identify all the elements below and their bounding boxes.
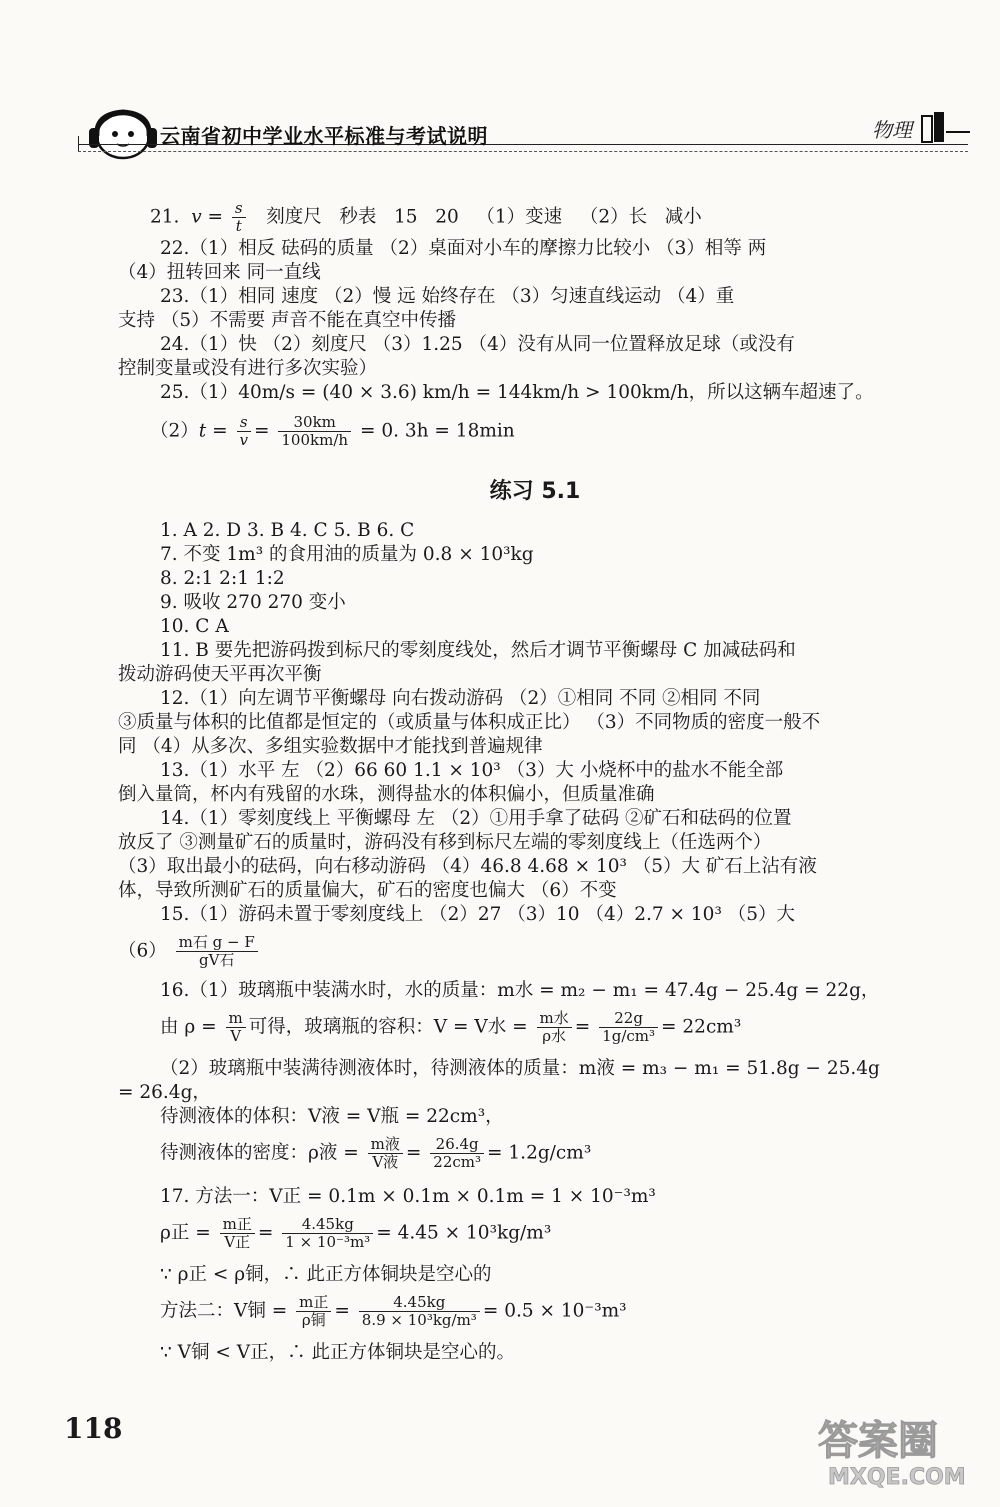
exercise-answer-14-cont2: （3）取出最小的砝码，向右移动游码 （4）46.8 4.68 × 10³ （5）大 矿石上沾有液: [118, 856, 817, 877]
exercise-answer-16-volume: 由 ρ = $\frac{m}{V}$ 可得，玻璃瓶的容积：V = V水 = $\frac{\text{m水}}{\text{ρ水}}$ = $\frac{22g}{\text{1g/cm³}}$ = 22cm³: [160, 1009, 742, 1045]
watermark-logo-icon: [808, 1410, 978, 1490]
exercise-answers-1-6: 1. A 2. D 3. B 4. C 5. B 6. C: [160, 520, 415, 541]
page-number: 118: [64, 1412, 123, 1445]
answer-23: 23.（1）相同 速度 （2）慢 远 始终存在 （3）匀速直线运动 （4）重: [160, 286, 735, 307]
book-title: 云南省初中学业水平标准与考试说明: [160, 124, 488, 148]
answer-24: 24.（1）快 （2）刻度尺 （3）1.25 （4）没有从同一位置释放足球（或没有: [160, 334, 795, 355]
answer-24-cont: 控制变量或没有进行多次实验）: [118, 358, 378, 379]
exercise-answer-17-conclusion2: ∵ V铜 < V正，∴ 此正方体铜块是空心的。: [160, 1342, 516, 1363]
exercise-answer-16-density: 待测液体的密度：ρ液 = $\frac{\text{m液}}{\text{V液}}$ = $\frac{26.4g}{\text{22cm³}}$ = 1.2g/cm³: [160, 1135, 592, 1171]
cartoon-head-logo-icon: [85, 108, 161, 160]
answer-25-part2: （2）t = $\frac{s}{v}$ = $\frac{30km}{100km/h}$ = 0. 3h = 18min: [150, 413, 515, 449]
exercise-answer-7: 7. 不变 1m³ 的食用油的质量为 0.8 × 10³kg: [160, 544, 534, 565]
section-title: 练习 5.1: [489, 479, 581, 504]
exercise-answer-16: 16.（1）玻璃瓶中装满水时，水的质量：m水 = m₂ − m₁ = 47.4g − 25.4g = 22g，: [160, 980, 880, 1001]
answer-23-cont: 支持 （5）不需要 声音不能在真空中传播: [118, 310, 457, 331]
page-header: [0, 80, 1000, 170]
answer-21: 21. v = $\frac{s}{t}$ 刻度尺 秒表 15 20 （1）变速 （2）长 减小: [150, 199, 702, 235]
exercise-answer-16-part2: （2）玻璃瓶中装满待测液体时，待测液体的质量：m液 = m₃ − m₁ = 51.8g − 25.4g: [160, 1058, 880, 1079]
exercise-answer-15-part6: （6） $\frac{\text{m石 g − F}}{\text{gV石}}$: [118, 934, 261, 969]
exercise-answer-12: 12.（1）向左调节平衡螺母 向右拨动游码 （2）①相同 不同 ②相同 不同: [160, 688, 761, 709]
exercise-answer-16-liquid-volume: 待测液体的体积：V液 = V瓶 = 22cm³，: [160, 1106, 504, 1127]
exercise-answer-12-cont: ③质量与体积的比值都是恒定的（或质量与体积成正比） （3）不同物质的密度一般不: [118, 712, 821, 733]
exercise-answer-13-cont: 倒入量筒，杯内有残留的水珠，测得盐水的体积偏小，但质量准确: [118, 784, 655, 805]
answer-22-cont: （4）扭转回来 同一直线: [118, 262, 321, 283]
answer-25: 25.（1）40m/s = (40 × 3.6) km/h = 144km/h > 100km/h，所以这辆车超速了。: [160, 382, 874, 403]
exercise-answer-10: 10. C A: [160, 616, 229, 637]
exercise-answer-16-part2-cont: = 26.4g，: [118, 1082, 211, 1103]
exercise-answer-14-cont3: 体，导致所测矿石的质量偏大，矿石的密度也偏大 （6）不变: [118, 880, 617, 901]
exercise-answer-9: 9. 吸收 270 270 变小: [160, 592, 346, 613]
exercise-answer-12-cont2: 同 （4）从多次、多组实验数据中才能找到普遍规律: [118, 736, 543, 757]
exercise-answer-17-density: ρ正 = $\frac{\text{m正}}{\text{V正}}$ = $\frac{4.45kg}{\text{1 × 10⁻³m³}}$ = 4.45 × 10³kg/m³: [160, 1215, 552, 1251]
watermark-url: MXQE.COM: [828, 1465, 966, 1490]
exercise-answer-17-conclusion1: ∵ ρ正 < ρ铜，∴ 此正方体铜块是空心的: [160, 1264, 492, 1285]
exercise-answer-14-cont: 放反了 ③测量矿石的质量时，游码没有移到标尺左端的零刻度线上（任选两个）: [118, 832, 772, 853]
answer-22: 22.（1）相反 砝码的质量 （2）桌面对小车的摩擦力比较小 （3）相等 两: [160, 238, 767, 259]
exercise-answer-11-cont: 拨动游码使天平再次平衡: [118, 664, 322, 685]
subject-label: 物理: [872, 118, 912, 142]
exercise-answer-8: 8. 2:1 2:1 1:2: [160, 568, 285, 589]
exercise-answer-13: 13.（1）水平 左 （2）66 60 1.1 × 10³ （3）大 小烧杯中的盐水不能全部: [160, 760, 784, 781]
exercise-answer-17: 17. 方法一：V正 = 0.1m × 0.1m × 0.1m = 1 × 10⁻³m³: [160, 1186, 656, 1207]
exercise-answer-14: 14.（1）零刻度线上 平衡螺母 左 （2）①用手拿了砝码 ②矿石和砝码的位置: [160, 808, 792, 829]
exercise-answer-17-method2: 方法二：V铜 = $\frac{\text{m正}}{\text{ρ铜}}$ = $\frac{4.45kg}{\text{8.9 × 10³kg/m³}}$ = 0.5 × 10⁻³m³: [160, 1293, 627, 1329]
exercise-answer-11: 11. B 要先把游码拨到标尺的零刻度线处，然后才调节平衡螺母 C 加减砝码和: [160, 640, 796, 661]
watermark-text: 答案圈: [818, 1418, 938, 1464]
book-tab-icon: [920, 110, 972, 146]
exercise-answer-15: 15.（1）游码未置于零刻度线上 （2）27 （3）10 （4）2.7 × 10³ （5）大: [160, 904, 796, 925]
